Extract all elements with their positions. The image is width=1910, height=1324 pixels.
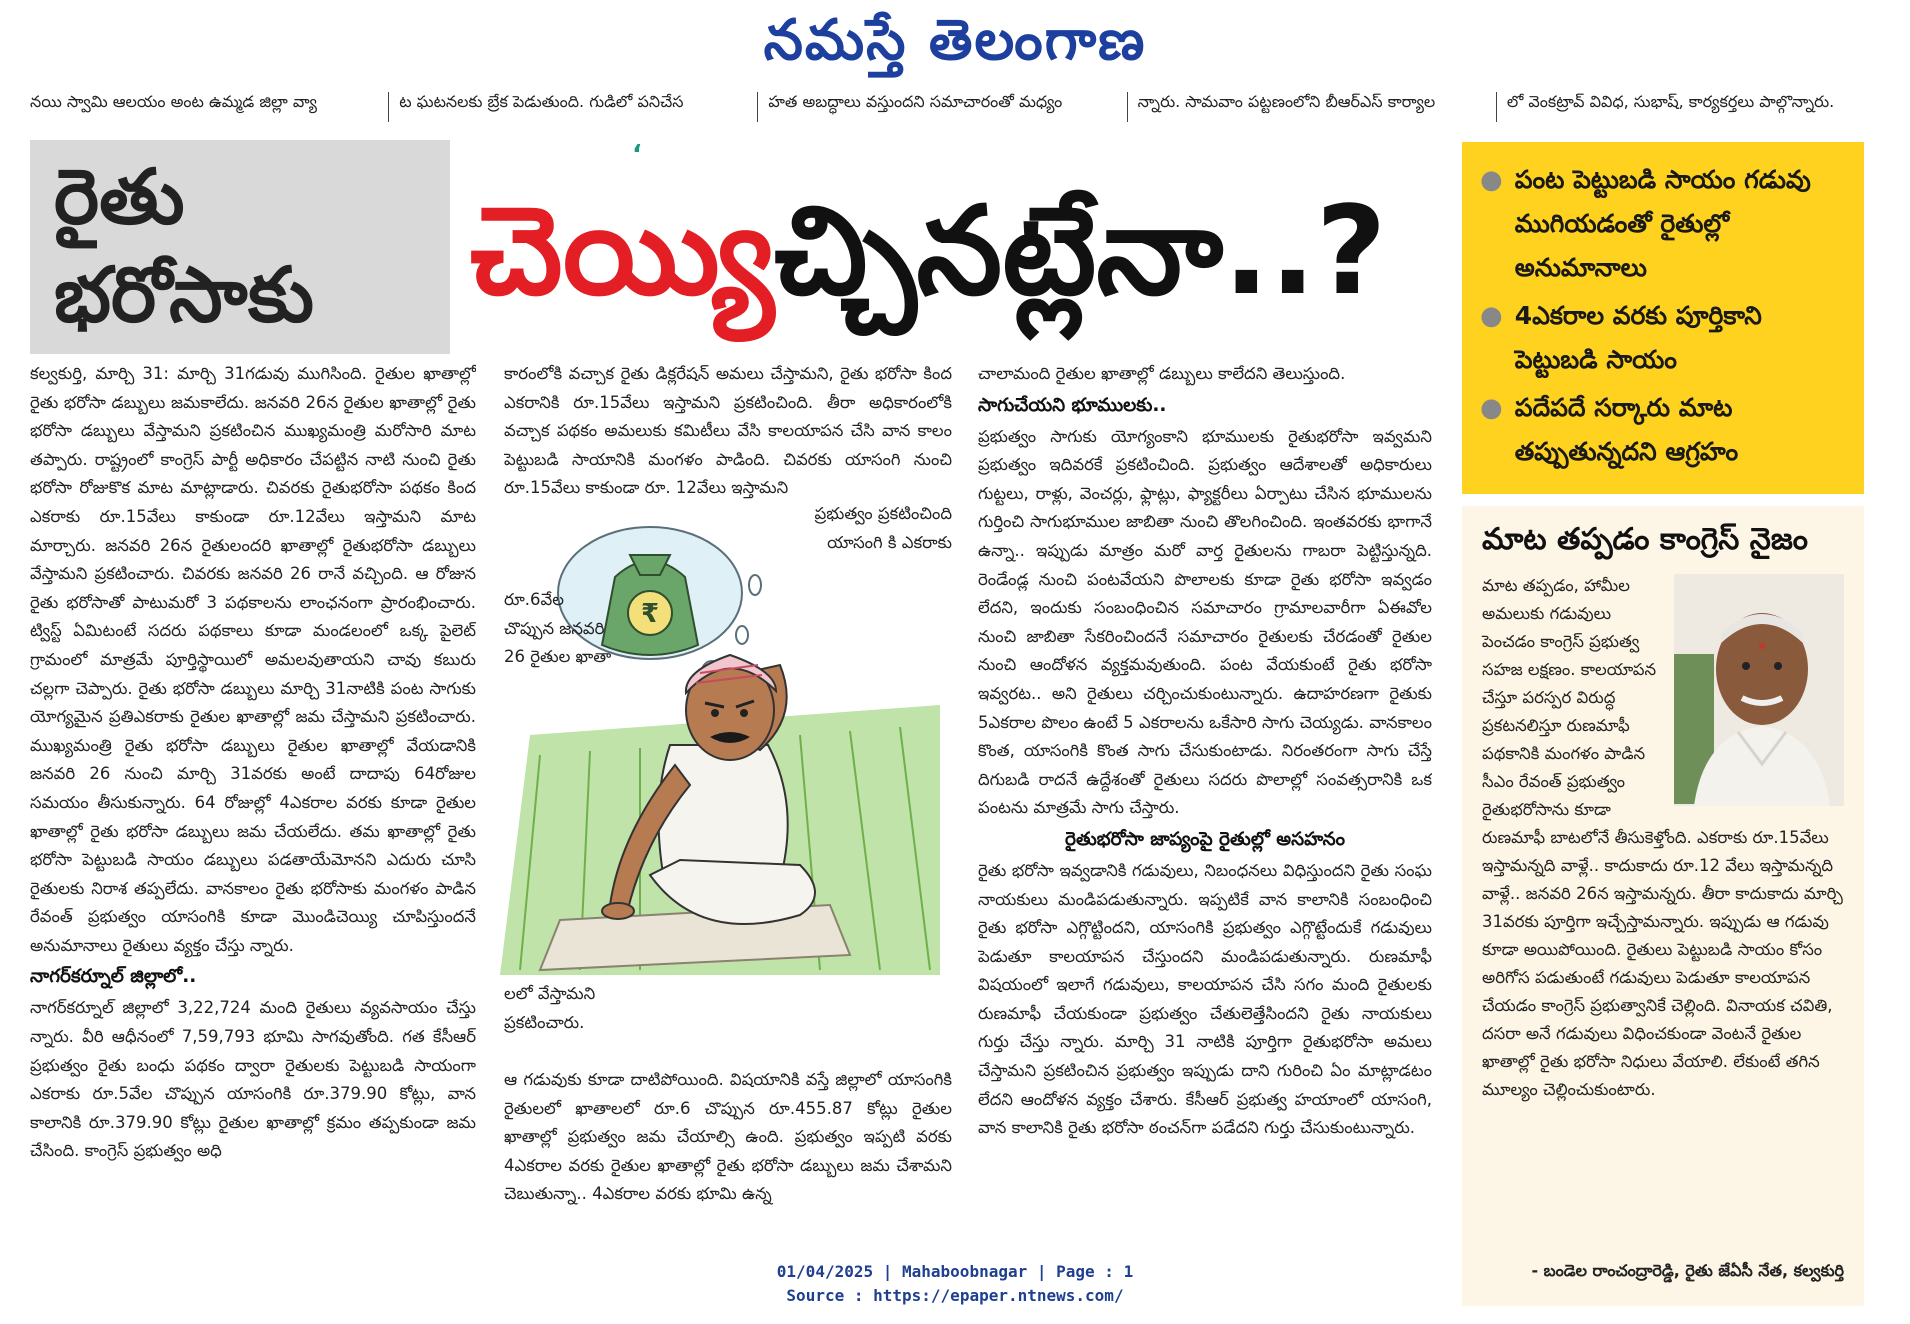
headline-quote-mark: ‘	[632, 140, 642, 170]
highlight-text: 4ఎకరాల వరకు పూర్తికాని పెట్టుబడి సాయం	[1514, 301, 1762, 374]
headline-text	[470, 166, 1387, 336]
article-fragment-lower	[504, 980, 614, 1070]
article-fragment-left	[504, 586, 614, 706]
article-paragraph: ఆ గడువుకు కూడా దాటిపోయింది. విషయానికి వస్తే జిల్లాలో యాసంగికి రైతులలో ఖాతాలలో రూ.6 చొప్పున రూ.455.87 కోట్లు రైతుల ఖాతాల్లో ప్రభుత్వం జమ చేయాల్సి ఉంది. ప్రభుత్వం ఇప్పటి వరకు 4ఎకరాల వరకు రైతుల ఖాతాల్లో రైతు భరోసా డబ్బులు జమ చేశామని చెబుతున్నా.. 4ఎకరాల వరకు భూమి ఉన్న	[504, 1070, 952, 1204]
highlight-item	[1480, 158, 1846, 290]
headline-part-red: చెయ్యి	[470, 180, 775, 322]
kicker-box	[30, 140, 450, 354]
article-column-2-bottom	[504, 1066, 952, 1294]
quote-title: మాట తప్పడం కాంగ్రెస్ నైజం	[1482, 522, 1808, 557]
article-fragment: లలో వేస్తామని ప్రకటించారు.	[504, 984, 596, 1032]
highlights-box	[1462, 142, 1864, 494]
ticker-item: నయి స్వామి ఆలయం అంట ఉమ్మడ జిల్లా వ్యా	[30, 92, 317, 111]
article-paragraph: రైతు భరోసా ఇవ్వడానికి గడువులు, నిబంధనలు విధిస్తుందని రైతు సంఘ నాయకులు మండిపడుతున్నారు. ఇప్పటికే వాన కాలానికి సంబంధించి రైతు భరోసా ఎగ్గొట్టిందని, యాసంగికి ప్రభుత్వం ఎగ్గొట్టేందుకే గడువులు పెడుతూ కాలయాపన చేస్తుందని మండిపడుతున్నారు. రుణమాఫీ విషయంలో ఇలాగే గడువులు, కాలయాపన చేసి సగం మంది రైతులకు రుణమాఫీ చేయకుండా ప్రభుత్వం చేతులెత్తేసిందని రైతు నాయకులు గుర్తు చేస్తు న్నారు. మార్చి 31 నాటికి పూర్తిగా రైతుభరోసా అమలు చేస్తామని ప్రకటించిన ప్రభుత్వం ఇప్పుడు దాని గురించి ఏం మాట్లాడటం లేదని ఆందోళన వ్యక్తం చేశారు. కేసీఆర్ ప్రభుత్వ హయాంలో యాసంగి, వాన కాలానికి రైతు భరోసా ఠంచన్‌గా పడేదని గుర్తు చేసుకుంటున్నారు.	[978, 860, 1432, 1138]
quote-body: మాట తప్పడం, హామీల అమలుకు గడువులు పెంచడం కాంగ్రెస్ ప్రభుత్వ సహజ లక్షణం. కాలయాపన చేస్తూ పరస్పర విరుద్ధ ప్రకటనలిస్తూ రుణమాఫీ పథకానికి మంగళం పాడిన సీఎం రేవంత్ ప్రభుత్వం రైతుభరోసాను కూడా రుణమాఫీ బాటలోనే తీసుకెళ్తోంది. ఎకరాకు రూ.15వేలు ఇస్తామన్నది వాళ్లే.. కాదుకాదు రూ.12 వేలు ఇస్తామన్నది వాళ్లే.. జనవరి 26న ఇస్తామన్నరు. తీరా కాదుకాదు మార్చి 31వరకు పూర్తిగా ఇచ్చేస్తామన్నారు. ఇప్పుడు ఆ గడువు కూడా అయిపోయింది. రైతులు పెట్టుబడి సాయం కోసం అరిగోస పడుతుంటే గడువులు పెడుతూ కాలయాపన చేయడం కాంగ్రెస్ ప్రభుత్వానికే చెల్లింది. వినాయక చవితి, దసరా అనే గడువులు విధించకుండా వెంటనే రైతుల ఖాతాల్లో రైతు భరోసా నిధులు వేయాలి. లేకుంటే తగిన మూల్యం చెల్లించుకుంటారు.	[1482, 576, 1843, 1099]
article-fragment-right	[808, 500, 952, 590]
ticker-item: హత అబద్ధాలు వస్తుందని సమాచారంతో మధ్యం	[757, 92, 1126, 122]
article-column-3	[978, 360, 1432, 1290]
bullet-icon: ●	[1480, 165, 1503, 195]
footer-source-line: Source : https://epaper.ntnews.com/	[786, 1286, 1124, 1305]
highlight-text: పంట పెట్టుబడి సాయం గడువు ముగియడంతో రైతుల్లో అనుమానాలు	[1514, 165, 1811, 282]
ticker-strip	[30, 92, 1865, 122]
quote-signature: - బండెల రాంచంద్రారెడ్డి, రైతు జేఏసీ నేత, కల్వకుర్తి	[1531, 1261, 1844, 1280]
masthead	[0, 0, 1910, 88]
headline-part-black: చ్చినట్లేనా..?	[774, 180, 1387, 322]
ticker-item: ట ఘటనలకు బ్రేక పెడుతుంది. గుడిలో పనిచేస	[388, 92, 757, 122]
portrait-illustration	[1674, 574, 1844, 806]
kicker-line-2: భరోసాకు	[54, 250, 314, 339]
article-column-1	[30, 360, 476, 1290]
highlight-item	[1480, 294, 1846, 382]
kicker-line-1: రైతు	[54, 152, 185, 241]
portrait-photo	[1674, 574, 1844, 806]
article-fragment: రూ.6వేల చొప్పున జనవరి 26 రైతుల ఖాతా	[504, 590, 612, 667]
article-column-2-top	[504, 360, 952, 505]
article-paragraph: కారంలోకి వచ్చాక రైతు డిక్లరేషన్ అమలు చేస్తామని, రైతు భరోసా కింద ఎకరానికి రూ.15వేలు ఇస్తామని ప్రకటించింది. తీరా అధికారంలోకి వచ్చాక పథకం అమలుకు కమిటీలు వేసి కాలయాపన చేసి వాన కాలం పెట్టుబడి సాయానికి మంగళం పాడింది. చివరకు యాసంగి నుంచి రూ.15వేలు కాకుండా రూ. 12వేలు ఇస్తామని	[504, 364, 952, 498]
footer-edition-line: 01/04/2025 | Mahaboobnagar | Page : 1	[776, 1262, 1134, 1281]
section-subhead: సాగుచేయని భూములకు..	[978, 394, 1167, 416]
ticker-item: న్నారు. సామవాం పట్టణంలోని బీఆర్ఎస్ కార్యాల	[1127, 92, 1496, 122]
ticker-item: లో వెంకట్రావ్ వివిధ, సుభాష్, కార్యకర్తలు పాల్గొన్నారు.	[1496, 92, 1865, 122]
bullet-icon: ●	[1480, 301, 1503, 331]
main-headline	[470, 140, 1430, 354]
bullet-icon: ●	[1480, 393, 1503, 423]
article-paragraph: చాలామంది రైతుల ఖాతాల్లో డబ్బులు కాలేదని తెలుస్తుంది.	[978, 364, 1346, 383]
article-fragment: ప్రభుత్వం ప్రకటించింది యాసంగి కి ఎకరాకు	[814, 504, 952, 552]
article-paragraph: ప్రభుత్వం సాగుకు యోగ్యంకాని భూములకు రైతుభరోసా ఇవ్వమని ప్రభుత్వం ఇదివరకే ప్రకటించింది. ప్రభుత్వం ఆదేశాలతో అధికారులు గుట్టలు, రాళ్లు, వెంచర్లు, ఫ్లాట్లు, ఫ్యాక్టరీలు ఏర్పాటు చేసిన భూములను గుర్తించి సాగుభూముల జాబితా నుంచి తొలగించింది. ఇంతవరకు భాగానే ఉన్నా.. ఇప్పుడు మాత్రం మరో వార్త రైతులను గాబరా పెట్టిస్తున్నది. రెండేండ్ల నుంచి పంటవేయని పొలాలకు కూడా రైతు భరోసా ఇవ్వడం లేదని, ఇందుకు సంబంధించిన సమాచారం గ్రామాలవారీగా ఏఈవోల నుంచి జాబితా సేకరించిందనే సమాచారం రైతులకు చేరడంతో రైతుల నుంచి ఆందోళన వ్యక్తమవుతుంది. పంట వేయకుంటే రైతు భరోసా ఇవ్వరట.. అని రైతులు చర్చించుకుంటున్నారు. ఉదాహరణగా రైతుకు 5ఎకరాల పొలం ఉంటే 5 ఎకరాలను ఒకేసారి సాగు చెయ్యడు. వానకాలం కొంత, యాసంగికి కొంత సాగు చేసుకుంటాడు. నిరంతరంగా సాగు చేస్తే దిగుబడి రాదనే ఉద్దేశంతో రైతులు సదరు పొలాల్లో సంవత్సరానికి ఒక పంటను మాత్రమే సాగు చేస్తారు.	[978, 426, 1432, 818]
section-subhead: రైతుభరోసా జాప్యంపై రైతుల్లో అసహనం	[1065, 828, 1345, 850]
section-subhead: నాగర్‌కర్నూల్ జిల్లాలో..	[30, 966, 197, 988]
newspaper-title: నమస్తే తెలంగాణ	[763, 8, 1147, 73]
quote-sidebar	[1462, 506, 1864, 1306]
highlight-text: పదేపదే సర్కారు మాట తప్పుతున్నదని ఆగ్రహం	[1514, 393, 1739, 466]
svg-text:₹: ₹	[640, 599, 660, 629]
article-paragraph: నాగర్‌కర్నూల్ జిల్లాలో 3,22,724 మంది రైతులు వ్యవసాయం చేస్తు న్నారు. వీరి ఆధీనంలో 7,59,793 భూమి సాగవుతోంది. గత కేసీఆర్ ప్రభుత్వం రైతు బంధు పథకం ద్వారా రైతులకు పెట్టుబడి సాయంగా ఎకరాకు రూ.5వేల చొప్పున యాసంగికి రూ.379.90 కోట్లు, వాన కాలానికి రూ.379.90 కోట్లు రైతుల ఖాతాల్లో క్రమం తప్పకుండా జమ చేసింది. కాంగ్రెస్ ప్రభుత్వం అధి	[30, 998, 476, 1161]
article-paragraph: కల్వకుర్తి, మార్చి 31: మార్చి 31గడువు ముగిసింది. రైతుల ఖాతాల్లో రైతు భరోసా డబ్బులు జమకాలేదు. జనవరి 26న రైతుల ఖాతాల్లో రైతు భరోసా డబ్బులు వేస్తామని ప్రకటించిన ముఖ్యమంత్రి మరోసారి మాట తప్పారు. రాష్ట్రంలో కాంగ్రెస్ పార్టీ అధికారం చేపట్టిన నాటి నుంచి రైతు భరోసా రోజుకొక మాట మాట్లాడారు. చివరకు రైతుభరోసా పథకం కింద ఎకరాకు రూ.15వేలు కాకుండా రూ.12వేలు ఇస్తామని మాట మార్చారు. జనవరి 26న రైతులందరి ఖాతాల్లో రైతుభరోసా డబ్బులు వేస్తామని ప్రకటించారు. చివరకు జనవరి 26 రానే వచ్చింది. ఆ రోజున రైతు భరోసాతో పాటుమరో 3 పథకాలను లాంఛనంగా ప్రారంభించారు. ట్విస్ట్ ఏమిటంటే సదరు పథకాలు కూడా మండలంలో ఒక్క పైలెట్ గ్రామంలో మాత్రమే పూర్తిస్థాయిలో అమలవుతాయని చావు కబురు చల్లగా చెప్పారు. రైతు భరోసా డబ్బులు మార్చి 31నాటికి పంట సాగుకు యోగ్యమైన ప్రతిఎకరాకు రైతుల ఖాతాల్లో జమ చేస్తామని ప్రకటించారు. ముఖ్యమంత్రి రైతు భరోసా డబ్బులు రైతుల ఖాతాల్లో వేయడానికి జనవరి 26 నుంచి మార్చి 31వరకు అంటే దాదాపు 64రోజుల సమయం తీసుకున్నారు. 64 రోజుల్లో 4ఎకరాల వరకు కూడా రైతుల ఖాతాల్లో రైతు భరోసా డబ్బులు జమ చేయలేదు. తమ ఖాతాల్లో రైతు భరోసా పెట్టుబడి సాయం డబ్బులు పడతాయేమోనని ఎదురు చూసి రైతులకు నిరాశ తప్పలేదు. వానకాలం రైతు భరోసాకు మంగళం పాడిన రేవంత్ ప్రభుత్వం యాసంగికి కూడా మొండిచెయ్యి చూపిస్తుందనే అనుమానాలు రైతులు వ్యక్తం చేస్తు న్నారు.	[30, 364, 476, 955]
highlight-item	[1480, 386, 1846, 474]
